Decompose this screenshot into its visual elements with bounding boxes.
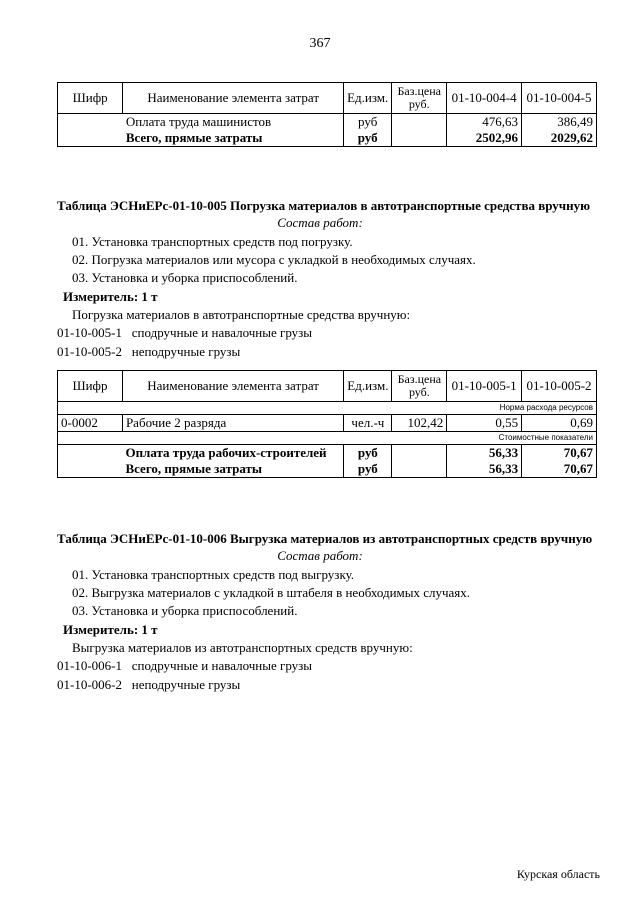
item-text: сподручные и навалочные грузы: [131, 325, 313, 340]
row-name: Всего, прямые затраты: [123, 130, 344, 147]
section-subtitle: Состав работ:: [277, 215, 363, 230]
measure-label: Измеритель: 1 т: [63, 622, 158, 637]
footer-region: Курская область: [516, 867, 600, 881]
table-row: [58, 130, 597, 147]
section-label-row: [58, 402, 597, 415]
work-item: 02. Выгрузка материалов с укладкой в штабеля в необходимых случаях.: [72, 585, 471, 600]
item-entry: [57, 343, 240, 361]
row-unit: руб: [344, 445, 392, 462]
col-name-header: Наименование элемента затрат: [122, 371, 343, 402]
table-row: [58, 114, 597, 131]
item-text: сподручные и навалочные грузы: [131, 658, 313, 673]
item-entry: [57, 324, 312, 342]
item-entry: [57, 657, 312, 675]
col-code-header: Шифр: [58, 83, 123, 114]
row-value-1: 56,33: [447, 445, 522, 462]
table-header-row: [58, 371, 597, 402]
work-item: 01. Установка транспортных средств под выгрузку.: [72, 567, 355, 582]
row-value-2: 386,49: [522, 114, 597, 131]
row-name: Оплата труда рабочих-строителей: [122, 445, 343, 462]
page-number: 367: [309, 36, 331, 51]
row-code: 0-0002: [58, 415, 123, 432]
row-value-2: 70,67: [522, 461, 597, 478]
row-value-1: 0,55: [447, 415, 522, 432]
row-unit: руб: [344, 130, 392, 147]
row-name: Всего, прямые затраты: [122, 461, 343, 478]
section-label-row: [58, 432, 597, 445]
table-row: [58, 461, 597, 478]
items-intro: Погрузка материалов в автотранспортные средства вручную:: [72, 307, 411, 322]
work-item: 03. Установка и уборка приспособлений.: [72, 603, 298, 618]
row-unit: руб: [344, 114, 392, 131]
price-header-line2: руб.: [408, 385, 430, 399]
row-name: Оплата труда машинистов: [123, 114, 344, 131]
work-item: 02. Погрузка материалов или мусора с укладкой в необходимых случаях.: [72, 252, 476, 267]
col-unit-header: Ед.изм.: [344, 83, 392, 114]
norm-label: Норма расхода ресурсов: [58, 402, 597, 415]
table-01-10-004: [57, 82, 597, 147]
col-code2-header: 01-10-004-5: [522, 83, 597, 114]
col-name-header: Наименование элемента затрат: [123, 83, 344, 114]
item-code: 01-10-006-1: [57, 658, 122, 673]
price-header-line1: Баз.цена: [397, 372, 442, 386]
item-code: 01-10-005-2: [57, 344, 122, 359]
row-name: Рабочие 2 разряда: [122, 415, 343, 432]
item-entry: [57, 676, 240, 694]
row-value-2: 70,67: [522, 445, 597, 462]
row-value-1: 476,63: [447, 114, 522, 131]
item-code: 01-10-006-2: [57, 677, 122, 692]
work-item: 03. Установка и уборка приспособлений.: [72, 270, 298, 285]
row-value-1: 2502,96: [447, 130, 522, 147]
item-text: неподручные грузы: [131, 344, 241, 359]
section-title: Таблица ЭСНиЕРс-01-10-005 Погрузка материалов в автотранспортные средства вручную: [57, 198, 591, 213]
table-header-row: [58, 83, 597, 114]
price-header-line2: руб.: [408, 97, 430, 111]
work-item: 01. Установка транспортных средств под погрузку.: [72, 234, 353, 249]
col-code-header: Шифр: [58, 371, 123, 402]
row-value-2: 0,69: [522, 415, 597, 432]
col-code1-header: 01-10-005-1: [447, 371, 522, 402]
table-row: [58, 415, 597, 432]
row-value-1: 56,33: [447, 461, 522, 478]
item-code: 01-10-005-1: [57, 325, 122, 340]
price-header-line1: Баз.цена: [397, 84, 441, 98]
col-unit-header: Ед.изм.: [344, 371, 392, 402]
col-price-header: [392, 83, 447, 114]
col-price-header: [392, 371, 447, 402]
col-code1-header: 01-10-004-4: [447, 83, 522, 114]
item-text: неподручные грузы: [131, 677, 241, 692]
table-row: [58, 445, 597, 462]
cost-label: Стоимостные показатели: [58, 432, 597, 445]
row-unit: чел.-ч: [344, 415, 392, 432]
items-intro: Выгрузка материалов из автотранспортных средств вручную:: [72, 640, 413, 655]
row-value-2: 2029,62: [522, 130, 597, 147]
section-subtitle: Состав работ:: [277, 548, 363, 563]
measure-label: Измеритель: 1 т: [63, 289, 158, 304]
table-01-10-005: [57, 370, 597, 478]
section-title: Таблица ЭСНиЕРс-01-10-006 Выгрузка материалов из автотранспортных средств вручную: [57, 531, 593, 546]
row-price: 102,42: [392, 415, 447, 432]
col-code2-header: 01-10-005-2: [522, 371, 597, 402]
row-unit: руб: [344, 461, 392, 478]
